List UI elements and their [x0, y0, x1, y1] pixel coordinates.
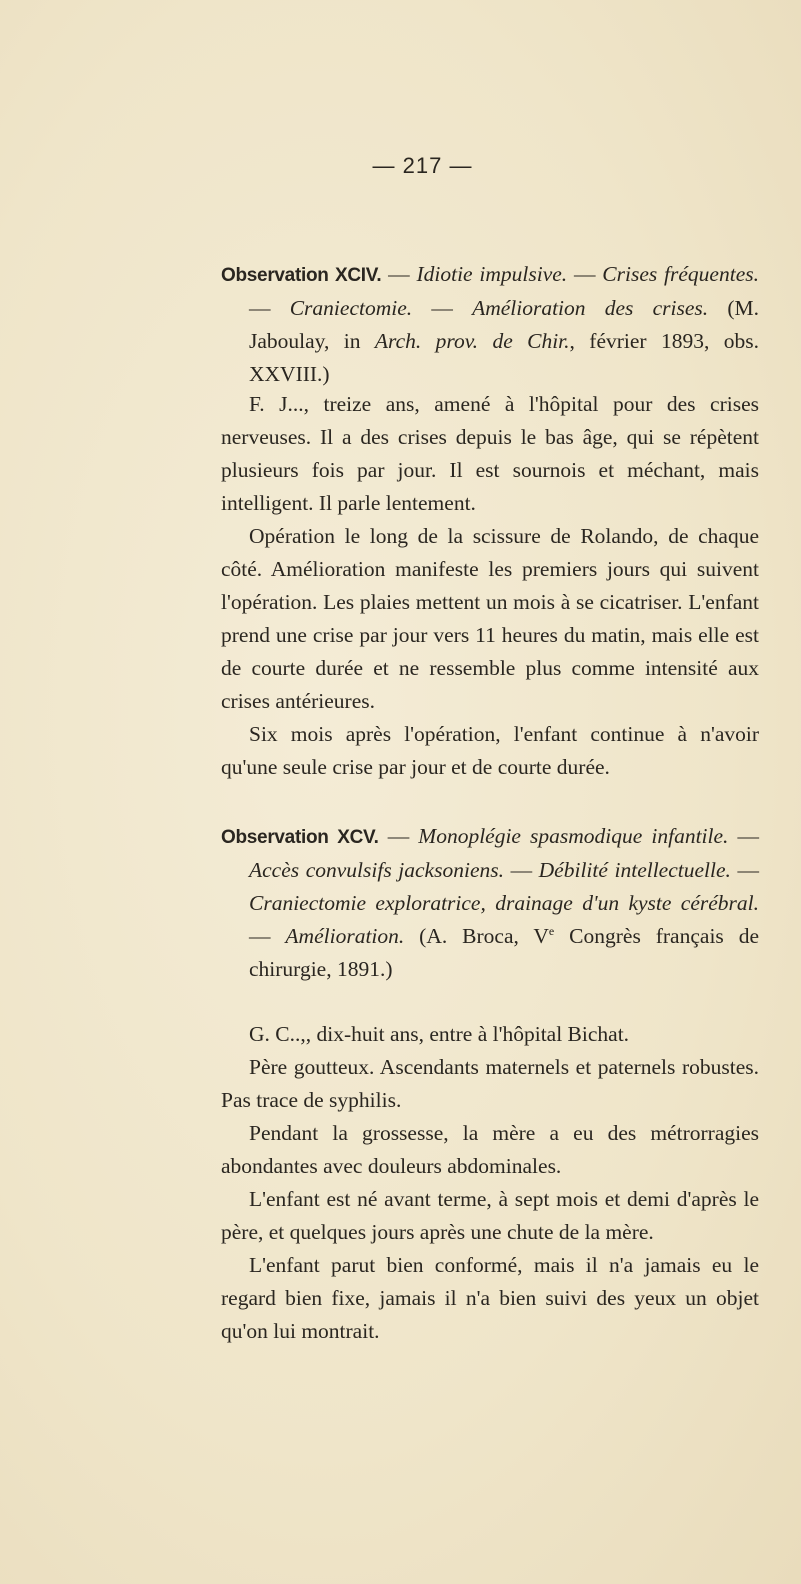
observation-95-ref-b: Congrès français de chirurgie, 1891.) — [249, 924, 759, 981]
observation-95-title-d: Craniectomie exploratrice, drainage d'un kyste cérébral. — [249, 891, 759, 915]
observation-95-title-e: Amélioration. — [285, 924, 405, 948]
page-number: — 217 — — [372, 153, 473, 178]
observation-94-ref-journal: Arch. prov. de Chir. — [374, 329, 570, 353]
observation-95-paragraph: L'enfant parut bien conformé, mais il n'a jamais eu le regard bien fixe, jamais il n'a bien suivi des yeux un objet qu'on lui montrait. — [221, 1253, 759, 1343]
observation-95-paragraph: Père goutteux. Ascendants maternels et paternels robustes. Pas trace de syphilis. — [221, 1055, 759, 1112]
observation-94-title-b: Crises fréquentes. — [602, 262, 759, 286]
observation-94-body — [221, 388, 759, 784]
observation-94-ref-a: (M. Jaboulay, in — [249, 296, 760, 353]
observation-94-sep1: — — [567, 262, 603, 286]
observation-95-paragraph: G. C..,, dix-huit ans, entre à l'hôpital Bichat. — [249, 1022, 630, 1046]
observation-95-title-c: Débilité intellectuelle. — [538, 858, 731, 882]
observation-94-sep0: — — [381, 262, 417, 286]
observation-95-paragraph: L'enfant est né avant terme, à sept mois et demi d'après le père, et quelques jours après une chute de la mère. — [221, 1187, 759, 1244]
observation-95-sep2: — — [503, 858, 539, 882]
observation-94-heading — [221, 258, 759, 391]
observation-94-title-a: Idiotie impulsive. — [416, 262, 568, 286]
observation-95-title-b: Accès convulsifs jacksoniens. — [249, 858, 504, 882]
observation-94-label: Observation XCIV. — [221, 265, 382, 286]
observation-95-sep3: — — [730, 858, 759, 882]
observation-95-sep4: — — [249, 924, 286, 948]
observation-95-heading — [221, 820, 759, 986]
observation-94-paragraph: F. J..., treize ans, amené à l'hôpital pour des crises nerveuses. Il a des crises depuis le bas âge, qui se répètent plusieurs fois par jour. Il est sournois et méchant, mais intelligent. Il parle lentement. — [221, 392, 759, 515]
observation-94-sep2: — — [249, 296, 271, 320]
observation-95-label: Observation XCV. — [221, 827, 379, 848]
observation-95-sep0: — — [378, 824, 419, 848]
observation-95-body — [221, 1018, 759, 1348]
observation-95-ref-a: (A. Broca, V — [404, 924, 549, 948]
observation-94-paragraph: Opération le long de la scissure de Rolando, de chaque côté. Amélioration manifeste les premiers jours qui suivent l'opération. Les plaies mettent un mois à se cicatriser. L'enfant prend une crise par jour vers 11 heures du matin, mais elle est de courte durée et ne ressemble plus comme intensité aux crises antérieures. — [221, 524, 759, 713]
observation-95-paragraph: Pendant la grossesse, la mère a eu des métrorragies abondantes avec douleurs abdominales. — [221, 1121, 759, 1178]
observation-94-title-c: Craniectomie. — [289, 296, 413, 320]
observation-94-paragraph: Six mois après l'opération, l'enfant continue à n'avoir qu'une seule crise par jour et de courte durée. — [221, 722, 759, 779]
observation-94-sep3: — — [412, 296, 473, 320]
observation-95-title-a: Monoplégie spasmodique infantile. — [418, 824, 729, 848]
observation-95-ref-sup: e — [548, 923, 555, 938]
observation-95-sep1: — — [728, 824, 759, 848]
observation-94-title-d: Amélioration des crises. — [472, 296, 709, 320]
observation-94-ref-b: , février 1893, obs. XXVIII.) — [249, 329, 759, 386]
